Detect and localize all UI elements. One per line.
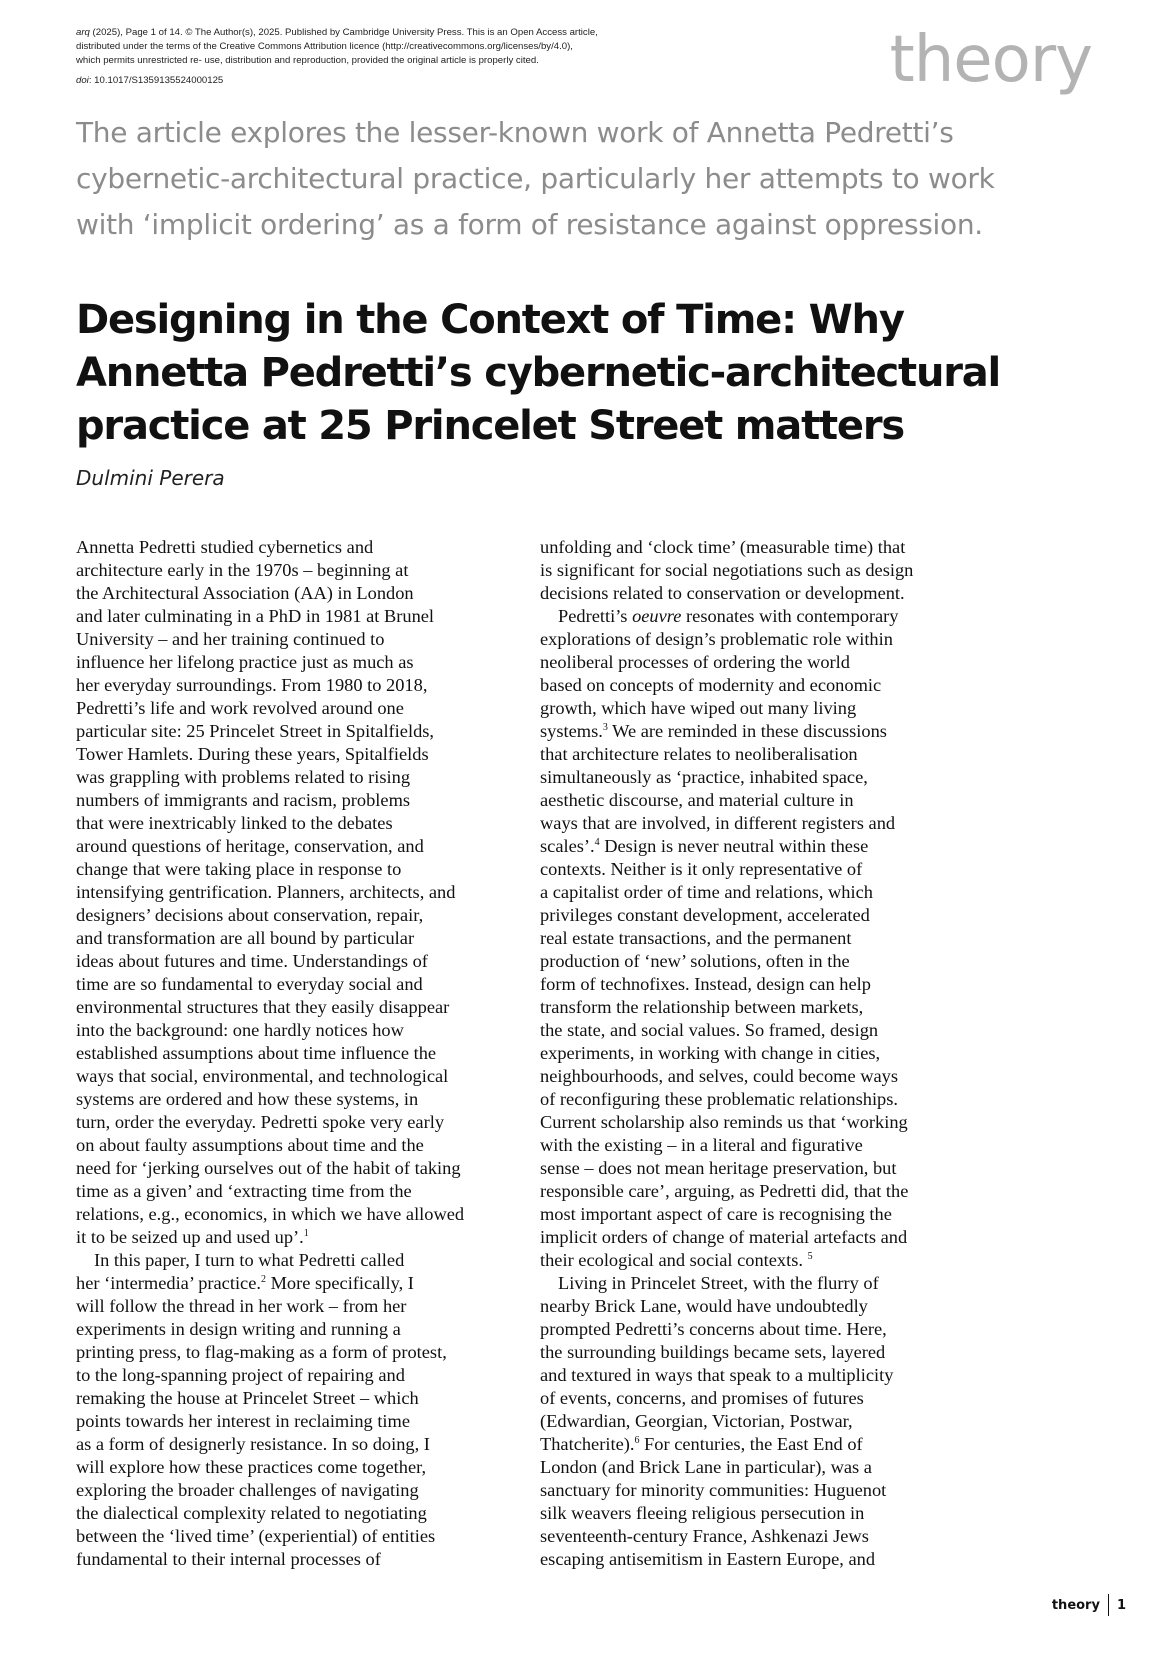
- body-line: ideas about futures and time. Understandings of: [76, 951, 428, 971]
- body-line: nearby Brick Lane, would have undoubtedly: [540, 1296, 868, 1316]
- body-line: fundamental to their internal processes of: [76, 1549, 381, 1569]
- body-line: Pedretti’s oeuvre resonates with contemporary: [558, 606, 899, 626]
- footer-divider: [1108, 1594, 1109, 1616]
- body-line: contexts. Neither is it only representative of: [540, 859, 863, 879]
- body-line: was grappling with problems related to rising: [76, 767, 411, 787]
- body-line: decisions related to conservation or development.: [540, 583, 905, 603]
- footnote-marker[interactable]: 3: [602, 722, 608, 733]
- body-line: transform the relationship between markets,: [540, 997, 864, 1017]
- body-line: the dialectical complexity related to negotiating: [76, 1503, 427, 1523]
- page-footer: [1052, 1594, 1126, 1616]
- body-line: form of technofixes. Instead, design can help: [540, 974, 871, 994]
- body-line: the surrounding buildings became sets, layered: [540, 1342, 886, 1362]
- body-line: architecture early in the 1970s – beginning at: [76, 560, 409, 580]
- body-line: Tower Hamlets. During these years, Spitalfields: [76, 744, 429, 764]
- section-tag: theory: [889, 23, 1092, 97]
- body-line: growth, which have wiped out many living: [540, 698, 857, 718]
- body-line: exploring the broader challenges of navigating: [76, 1480, 419, 1500]
- body-line: need for ‘jerking ourselves out of the habit of taking: [76, 1158, 461, 1178]
- body-column-left: [76, 536, 506, 1571]
- right-block: [540, 858, 970, 1249]
- body-line: will follow the thread in her work – from her: [76, 1296, 407, 1316]
- footnote-marker[interactable]: 1: [303, 1228, 309, 1239]
- body-line: and later culminating in a PhD in 1981 at Brunel: [76, 606, 435, 626]
- body-line: their ecological and social contexts. $^5$: [540, 1250, 813, 1270]
- body-line: most important aspect of care is recognising the: [540, 1204, 892, 1224]
- footnote-marker[interactable]: 5: [807, 1251, 813, 1262]
- body-line: remaking the house at Princelet Street – which: [76, 1388, 419, 1408]
- body-line: influence her lifelong practice just as much as: [76, 652, 414, 672]
- body-line: responsible care’, arguing, as Pedretti did, that the: [540, 1181, 909, 1201]
- body-line: will explore how these practices come together,: [76, 1457, 427, 1477]
- body-line: and textured in ways that speak to a multiplicity: [540, 1365, 894, 1385]
- body-line: the Architectural Association (AA) in London: [76, 583, 414, 603]
- body-line: sanctuary for minority communities: Huguenot: [540, 1480, 887, 1500]
- body-line: real estate transactions, and the permanent: [540, 928, 852, 948]
- body-line: established assumptions about time influence the: [76, 1043, 437, 1063]
- doi-value: : 10.1017/S1359135524000125: [88, 75, 224, 86]
- body-line: London (and Brick Lane in particular), was a: [540, 1457, 872, 1477]
- journal-name: arq: [76, 27, 90, 38]
- body-line: to the long-spanning project of repairing and: [76, 1365, 405, 1385]
- body-line: based on concepts of modernity and economic: [540, 675, 882, 695]
- abstract: [76, 110, 1036, 248]
- body-line: systems.$^3$ We are reminded in these discussions: [540, 721, 887, 741]
- body-line: as a form of designerly resistance. In so doing, I: [76, 1434, 430, 1454]
- license-line: arq (2025), Page 1 of 14. © The Author(s), 2025. Published by Cambridge University Press. This is an Open Access article,: [76, 27, 598, 38]
- body-line: printing press, to flag-making as a form of protest,: [76, 1342, 447, 1362]
- left-paragraph-1: [76, 536, 506, 1226]
- body-line: University – and her training continued to: [76, 629, 385, 649]
- body-line: that architecture relates to neoliberalisation: [540, 744, 858, 764]
- body-line: explorations of design’s problematic role within: [540, 629, 893, 649]
- body-line: numbers of immigrants and racism, problems: [76, 790, 411, 810]
- left-paragraph-2: [76, 1295, 506, 1571]
- body-line: time are so fundamental to everyday social and: [76, 974, 423, 994]
- footnote-marker[interactable]: 4: [594, 837, 600, 848]
- body-line: prompted Pedretti’s concerns about time. Here,: [540, 1319, 887, 1339]
- body-line: her ‘intermedia’ practice.$^2$ More specifically, I: [76, 1273, 414, 1293]
- footnote-marker[interactable]: 2: [260, 1274, 266, 1285]
- body-line: aesthetic discourse, and material culture in: [540, 790, 854, 810]
- right-block: [540, 1456, 970, 1571]
- body-line: between the ‘lived time’ (experiential) of entities: [76, 1526, 436, 1546]
- body-line: that were inextricably linked to the debates: [76, 813, 393, 833]
- body-line: silk weavers fleeing religious persecution in: [540, 1503, 865, 1523]
- body-line: privileges constant development, accelerated: [540, 905, 870, 925]
- body-line: escaping antisemitism in Eastern Europe, and: [540, 1549, 876, 1569]
- right-block: [540, 628, 970, 720]
- right-block: [540, 536, 970, 605]
- body-line: Thatcherite).$^6$ For centuries, the East End of: [540, 1434, 863, 1454]
- title-line: Annetta Pedretti’s cybernetic-architectural: [76, 350, 1001, 396]
- body-line: of reconfiguring these problematic relationships.: [540, 1089, 898, 1109]
- body-line: Pedretti’s life and work revolved around one: [76, 698, 404, 718]
- body-line: and transformation are all bound by particular: [76, 928, 415, 948]
- body-line: time as a given’ and ‘extracting time from the: [76, 1181, 412, 1201]
- doi-line: [76, 74, 696, 88]
- footnote-marker[interactable]: 6: [634, 1435, 640, 1446]
- body-line: is significant for social negotiations such as design: [540, 560, 914, 580]
- body-line: intensifying gentrification. Planners, architects, and: [76, 882, 456, 902]
- article-title: [76, 294, 1076, 453]
- body-line: implicit orders of change of material artefacts and: [540, 1227, 908, 1247]
- body-line: ways that are involved, in different registers and: [540, 813, 896, 833]
- body-line: sense – does not mean heritage preservation, but: [540, 1158, 897, 1178]
- body-line: particular site: 25 Princelet Street in Spitalfields,: [76, 721, 435, 741]
- body-line: experiments, in working with change in cities,: [540, 1043, 881, 1063]
- body-line: ways that social, environmental, and technological: [76, 1066, 449, 1086]
- body-line: Current scholarship also reminds us that ‘working: [540, 1112, 908, 1132]
- body-line: simultaneously as ‘practice, inhabited space,: [540, 767, 868, 787]
- footer-section: theory: [1051, 1597, 1100, 1613]
- body-line: production of ‘new’ solutions, often in the: [540, 951, 850, 971]
- title-line: Designing in the Context of Time: Why: [76, 297, 904, 343]
- body-line: her everyday surroundings. From 1980 to 2018,: [76, 675, 428, 695]
- page-number: 1: [1116, 1597, 1126, 1613]
- abstract-line: cybernetic-architectural practice, particularly her attempts to work: [76, 162, 995, 195]
- body-line: systems are ordered and how these systems, in: [76, 1089, 419, 1109]
- body-line: Annetta Pedretti studied cybernetics and: [76, 537, 374, 557]
- body-line: turn, order the everyday. Pedretti spoke very early: [76, 1112, 445, 1132]
- body-line: of events, concerns, and promises of futures: [540, 1388, 864, 1408]
- body-line: In this paper, I turn to what Pedretti called: [94, 1250, 405, 1270]
- body-line: points towards her interest in reclaiming time: [76, 1411, 411, 1431]
- body-line: neighbourhoods, and selves, could become ways: [540, 1066, 899, 1086]
- abstract-line: The article explores the lesser-known work of Annetta Pedretti’s: [76, 116, 954, 149]
- body-line: the state, and social values. So framed, design: [540, 1020, 879, 1040]
- right-block: [540, 743, 970, 835]
- doi-label: doi: [76, 75, 89, 86]
- body-line: scales’.$^4$ Design is never neutral within these: [540, 836, 869, 856]
- right-block: [540, 1295, 970, 1433]
- body-column-right: [540, 536, 970, 1571]
- body-line: on about faulty assumptions about time and the: [76, 1135, 424, 1155]
- body-line: neoliberal processes of ordering the world: [540, 652, 850, 672]
- abstract-line: with ‘implicit ordering’ as a form of resistance against oppression.: [76, 208, 983, 241]
- body-line: seventeenth-century France, Ashkenazi Jews: [540, 1526, 869, 1546]
- body-line: a capitalist order of time and relations, which: [540, 882, 873, 902]
- license-line: distributed under the terms of the Creative Commons Attribution licence (http://creativecommons.org/licenses/by/4.0),: [76, 41, 573, 52]
- license-line: which permits unrestricted re- use, distribution and reproduction, provided the original article is properly cited.: [76, 55, 539, 66]
- title-line: practice at 25 Princelet Street matters: [76, 403, 904, 449]
- body-line: with the existing – in a literal and figurative: [540, 1135, 863, 1155]
- author-name: Dulmini Perera: [76, 466, 225, 490]
- body-line: (Edwardian, Georgian, Victorian, Postwar,: [540, 1411, 853, 1431]
- body-line: it to be seized up and used up’.$^1$: [76, 1227, 309, 1247]
- body-line: into the background: one hardly notices how: [76, 1020, 404, 1040]
- body-line: around questions of heritage, conservation, and: [76, 836, 424, 856]
- body-line: Living in Princelet Street, with the flurry of: [558, 1273, 879, 1293]
- body-line: relations, e.g., economics, in which we have allowed: [76, 1204, 465, 1224]
- body-line: designers’ decisions about conservation, repair,: [76, 905, 424, 925]
- body-line: change that were taking place in response to: [76, 859, 402, 879]
- body-line: experiments in design writing and running a: [76, 1319, 401, 1339]
- body-line: unfolding and ‘clock time’ (measurable time) that: [540, 537, 906, 557]
- body-line: environmental structures that they easily disappear: [76, 997, 450, 1017]
- license-notice: [76, 26, 696, 88]
